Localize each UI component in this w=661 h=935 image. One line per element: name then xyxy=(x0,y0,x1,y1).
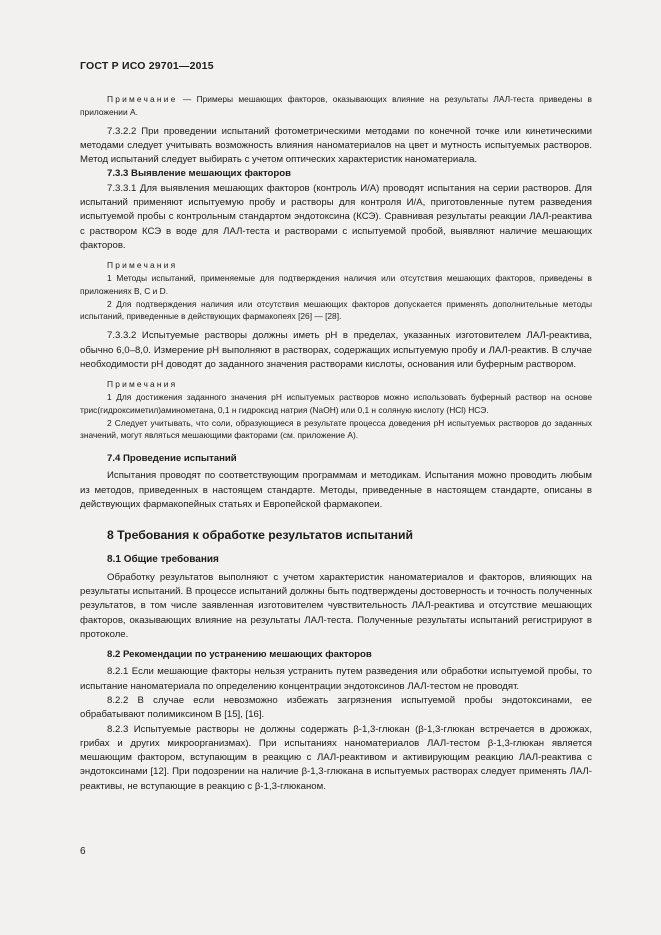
section-heading-8-2 xyxy=(80,648,592,662)
note-item: 2 Для подтверждения наличия или отсутствия мешающих факторов допускается применять дополнительные методы испытаний, приведенные в действующих фармакопеях [26] — [28]. xyxy=(80,298,592,322)
section-heading-7-3-3 xyxy=(80,167,592,181)
notes-label: Примечания xyxy=(107,379,178,390)
section-title: Требования к обработке результатов испытаний xyxy=(117,528,413,543)
note-item: 2 Следует учитывать, что соли, образующиеся в результате процесса доведения рН испытуемых растворов до заданных значений, могут являться мешающими факторами (см. приложение А). xyxy=(80,417,592,441)
section-heading-7-4 xyxy=(80,452,592,466)
paragraph-8-1: Обработку результатов выполняют с учетом характеристик наноматериалов и факторов, влияющих на результаты испытаний. В процессе испытаний должны быть подтверждены достоверность и точность полученных результатов, в том числе заявленная изготовителем чувствительность ЛАЛ-реактива и отсутствие мешающих факторов, оказывающих влияние на результаты ЛАЛ-теста. Полученные результаты испытаний регистрируют в протоколе. xyxy=(80,571,592,640)
section-heading-8-1 xyxy=(80,553,592,567)
note-item: 1 Для достижения заданного значения рН испытуемых растворов можно использовать буферный раствор на основе трис(гидроксиметил)аминометана, 0,1 н гидроксид натрия (NaOH) или 0,1 н соляную кислоту (HCl) НСЭ. xyxy=(80,391,592,415)
notes-label: Примечания xyxy=(107,260,178,271)
note-item: 1 Методы испытаний, применяемые для подтверждения наличия или отсутствия мешающих факторов, приведены в приложениях В, С и D. xyxy=(80,273,592,296)
note-text: — Примеры мешающих факторов, оказывающих влияние на результаты ЛАЛ-теста приведены в приложении А. xyxy=(80,94,592,117)
page-content xyxy=(80,93,592,794)
document-header: ГОСТ Р ИСО 29701—2015 xyxy=(80,60,214,72)
section-title: Выявление мешающих факторов xyxy=(131,168,292,180)
note-annex-a xyxy=(80,93,592,119)
paragraph-7-3-3-1: 7.3.3.1 Для выявления мешающих факторов (контроль И/А) проводят испытания на серии растворов. Для испытаний применяют испытуемую пробу и растворы для контроля И/А, приготовленные путем разведения испытуемой пробы с контрольным стандартом эндотоксина (КСЭ). Сравнивая результаты реакции ЛАЛ-реактива с раствором КСЭ в воде для ЛАЛ-теста и растворами с испытуемой пробой, выявляют наличие мешающих факторов. xyxy=(80,182,592,251)
paragraph-8-2-2: 8.2.2 В случае если невозможно избежать загрязнения испытуемой пробы эндотоксинами, ее обрабатывают полимиксином В [15], [16]. xyxy=(80,694,592,721)
section-number: 7.3.3 xyxy=(107,168,129,180)
section-title: Общие требования xyxy=(123,554,219,566)
section-number: 8 xyxy=(107,528,114,543)
section-title: Рекомендации по устранению мешающих факторов xyxy=(123,649,372,661)
section-title: Проведение испытаний xyxy=(123,453,237,465)
paragraph-7-3-3-2: 7.3.3.2 Испытуемые растворы должны иметь рН в пределах, указанных изготовителем ЛАЛ-реактива, обычно 6,0–8,0. Измерение рН выполняют в растворах, содержащих испытуемую пробу и ЛАЛ-реактив. В случае необходимости рН доводят до заданного значения растворами кислоты, основания или буферным раствором. xyxy=(80,330,592,370)
section-heading-8 xyxy=(80,527,592,543)
paragraph-7-4: Испытания проводят по соответствующим программам и методикам. Испытания можно проводить любым из методов, приведенных в настоящем стандарте. Методы, приведенные в настоящем стандарте, описаны в действующих фармакопейных статьях и Европейской фармакопеи. xyxy=(80,470,592,511)
section-number: 7.4 xyxy=(107,453,121,465)
paragraph-8-2-3: 8.2.3 Испытуемые растворы не должны содержать β-1,3-глюкан (β-1,3-глюкан встречается в дрожжах, грибах и других микроорганизмах). При испытаниях наноматериалов ЛАЛ-тестом β-1,3-глюкан является мешающим фактором, вступающим в реакцию с ЛАЛ-реактивом и активирующим реакцию ЛАЛ-реактива с эндотоксинами [12]. При подозрении на наличие β-1,3-глюкана в испытуемых растворах следует применять ЛАЛ-реактивы, не вступающие в реакцию с β-1,3-глюканом. xyxy=(80,723,592,792)
paragraph-7-3-2-2: 7.3.2.2 При проведении испытаний фотометрическими методами по конечной точке или кинетическими методами следует учитывать возможность влияния наноматериалов на цвет и мутность испытуемых растворов. Метод испытаний следует выбирать с учетом оптических характеристик наноматериала. xyxy=(80,125,592,166)
paragraph-8-2-1: 8.2.1 Если мешающие факторы нельзя устранить путем разведения или обработки испытуемой пробы, то испытание наноматериала по определению концентрации эндотоксинов ЛАЛ-тестом не проводят. xyxy=(80,666,592,692)
section-number: 8.1 xyxy=(107,554,121,566)
section-number: 8.2 xyxy=(107,649,121,661)
page-number: 6 xyxy=(80,846,86,857)
note-label: Примечание xyxy=(107,94,178,104)
